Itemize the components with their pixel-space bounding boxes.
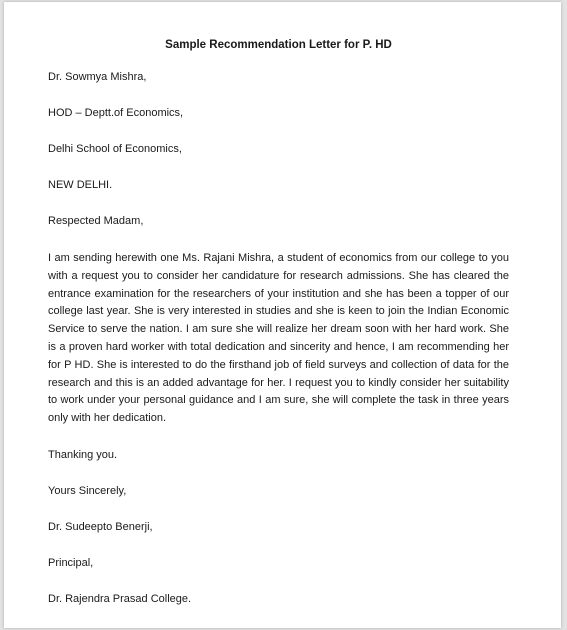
letter-body: I am sending herewith one Ms. Rajani Mishra, a student of economics from our college to you with a request you to consider her candidature for research admissions. She has cleared the entrance examination for the researchers of your institution and she has been a topper of our college last year. She is very interested in studies and she is keen to join the Indian Economic Service to serve the nation. I am sure she will realize her dream soon with her hard work. She is a proven hard worker with total dedication and sincerity and hence, I am recommending her for P HD. She is interested to do the firsthand job of field surveys and collection of data for the research and this is an added advantage for her. I request you to kindly consider her suitability to work under your personal guidance and I am sure, she will complete the task in three years only with her dedication. bbox=[48, 252, 509, 425]
recipient-org: Delhi School of Economics, bbox=[48, 143, 182, 155]
letter-page bbox=[4, 2, 561, 628]
sender-org: Dr. Rajendra Prasad College. bbox=[48, 592, 192, 605]
recipient-city: NEW DELHI. bbox=[48, 179, 113, 191]
thanks-line: Thanking you. bbox=[48, 448, 118, 461]
sender-name: Dr. Sudeepto Benerji, bbox=[48, 520, 153, 533]
recipient-title: HOD – Deptt.of Economics, bbox=[48, 107, 184, 119]
letter-title: Sample Recommendation Letter for P. HD bbox=[165, 39, 392, 51]
sender-title: Principal, bbox=[48, 556, 94, 569]
salutation: Respected Madam, bbox=[48, 215, 144, 227]
closing-line: Yours Sincerely, bbox=[48, 484, 127, 497]
recipient-name: Dr. Sowmya Mishra, bbox=[48, 71, 147, 83]
